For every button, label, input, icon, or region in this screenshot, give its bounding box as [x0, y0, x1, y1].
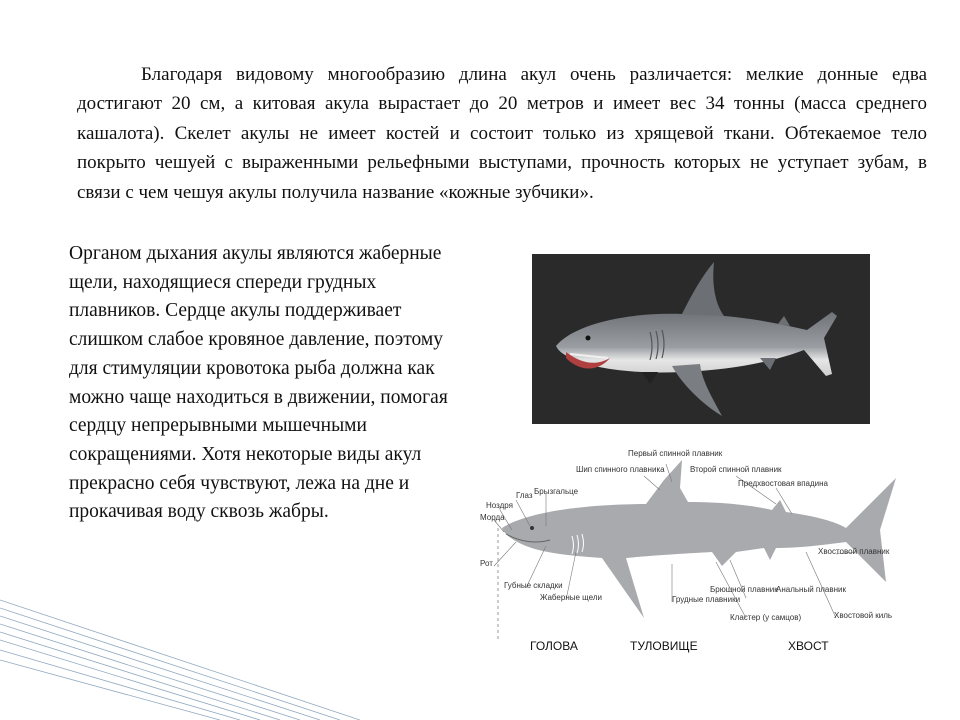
label-labial-folds: Губные складки	[504, 581, 563, 590]
shark-photo	[532, 254, 870, 424]
section-head: ГОЛОВА	[530, 639, 578, 653]
label-second-dorsal: Второй спинной плавник	[690, 465, 782, 474]
section-trunk: ТУЛОВИЩЕ	[630, 639, 698, 653]
intro-paragraph: Благодаря видовому многообразию длина акул очень различается: мелкие донные едва достигают 20 см, а китовая акула вырастает до 20 метров и имеет вес 34 тонны (масса среднего кашалота). Скелет акулы не имеет костей и состоит только из хрящевой ткани. Обтекаемое тело покрыто чешуей с выраженными рельефными выступами, прочность которых не уступает зубам, в связи с чем чешуя акулы получила название «кожные зубчики».	[77, 64, 927, 203]
label-anal-fin: Анальный плавник	[776, 585, 846, 594]
label-pectoral-fin: Грудные плавники	[672, 595, 741, 604]
label-caudal-keel: Хвостовой киль	[834, 611, 893, 620]
label-nostril: Ноздря	[486, 501, 513, 510]
label-spiracle: Брызгальце	[534, 487, 579, 496]
section-tail: ХВОСТ	[788, 639, 829, 653]
label-snout: Морда	[480, 513, 505, 522]
label-precaudal-pit: Предхвостовая впадина	[738, 479, 828, 488]
decorative-corner-lines	[0, 560, 360, 720]
label-eye: Глаз	[516, 491, 533, 500]
label-gill-slits: Жаберные щели	[540, 593, 602, 602]
label-pelvic-fin: Брюшной плавник	[710, 585, 778, 594]
label-first-dorsal-spine: Шип спинного плавника	[576, 465, 665, 474]
respiration-paragraph: Органом дыхания акулы являются жаберные щели, находящиеся спереди грудных плавников. Сердце акулы поддерживает слишком слабое кровяное давление, поэтому для стимуляции кровотока рыба должна как можно чаще находиться в движении, помогая сердцу непрерывными мышечными сокращениями. Хотя некоторые виды акул прекрасно себя чувствуют, лежа на дне и прокачивая воду сквозь жабры.	[69, 243, 448, 523]
label-clasper: Кластер (у самцов)	[730, 613, 802, 622]
label-mouth: Рот	[480, 559, 493, 568]
shark-anatomy-diagram	[476, 442, 916, 660]
label-first-dorsal: Первый спинной плавник	[628, 449, 723, 458]
label-caudal-fin: Хвостовой плавник	[818, 547, 890, 556]
